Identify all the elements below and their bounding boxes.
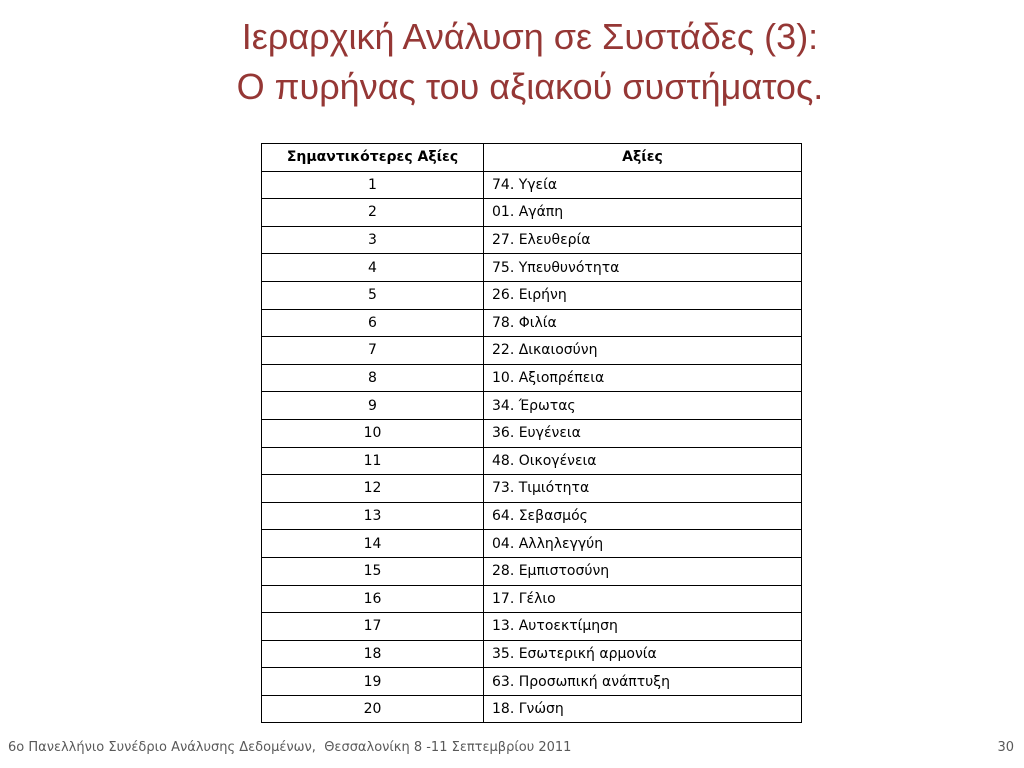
rank-cell: 7: [262, 337, 484, 365]
value-cell: 10. Αξιοπρέπεια: [484, 364, 802, 392]
value-cell: 78. Φιλία: [484, 309, 802, 337]
rank-cell: 3: [262, 226, 484, 254]
rank-cell: 1: [262, 171, 484, 199]
rank-cell: 20: [262, 695, 484, 723]
table-row: [262, 695, 802, 723]
column-header-rank: Σημαντικότερες Αξίες: [262, 144, 484, 172]
value-cell: 18. Γνώση: [484, 695, 802, 723]
rank-cell: 8: [262, 364, 484, 392]
value-cell: 73. Τιμιότητα: [484, 475, 802, 503]
value-cell: 74. Υγεία: [484, 171, 802, 199]
table-row: [262, 557, 802, 585]
value-cell: 75. Υπευθυνότητα: [484, 254, 802, 282]
rank-cell: 2: [262, 199, 484, 227]
page-number: 30: [997, 740, 1014, 755]
rank-cell: 12: [262, 475, 484, 503]
value-cell: 64. Σεβασμός: [484, 502, 802, 530]
slide-title-line-2: Ο πυρήνας του αξιακού συστήματος.: [236, 66, 824, 107]
table-row: [262, 640, 802, 668]
table-row: [262, 364, 802, 392]
value-cell: 36. Ευγένεια: [484, 419, 802, 447]
table-row: [262, 199, 802, 227]
rank-cell: 13: [262, 502, 484, 530]
table-row: [262, 226, 802, 254]
values-table: [261, 143, 802, 723]
value-cell: 48. Οικογένεια: [484, 447, 802, 475]
column-header-values: Αξίες: [484, 144, 802, 172]
value-cell: 28. Εμπιστοσύνη: [484, 557, 802, 585]
rank-cell: 15: [262, 557, 484, 585]
table-body: [262, 171, 802, 723]
value-cell: 27. Ελευθερία: [484, 226, 802, 254]
value-cell: 17. Γέλιο: [484, 585, 802, 613]
rank-cell: 4: [262, 254, 484, 282]
rank-cell: 9: [262, 392, 484, 420]
table-row: [262, 613, 802, 641]
rank-cell: 16: [262, 585, 484, 613]
rank-cell: 19: [262, 668, 484, 696]
value-cell: 34. Έρωτας: [484, 392, 802, 420]
slide-title-line-1: Ιεραρχική Ανάλυση σε Συστάδες (3):: [241, 16, 819, 57]
slide-title: [120, 12, 940, 112]
footer-text: 6ο Πανελλήνιο Συνέδριο Ανάλυσης Δεδομένων, Θεσσαλονίκη 8 -11 Σεπτεμβρίου 2011: [8, 740, 572, 755]
table-row: [262, 447, 802, 475]
rank-cell: 6: [262, 309, 484, 337]
table-row: [262, 419, 802, 447]
table-row: [262, 337, 802, 365]
table-row: [262, 502, 802, 530]
table-row: [262, 309, 802, 337]
value-cell: 22. Δικαιοσύνη: [484, 337, 802, 365]
table-row: [262, 281, 802, 309]
rank-cell: 5: [262, 281, 484, 309]
rank-cell: 11: [262, 447, 484, 475]
table-row: [262, 254, 802, 282]
table-row: [262, 668, 802, 696]
table-row: [262, 585, 802, 613]
value-cell: 35. Εσωτερική αρμονία: [484, 640, 802, 668]
value-cell: 63. Προσωπική ανάπτυξη: [484, 668, 802, 696]
rank-cell: 14: [262, 530, 484, 558]
table-row: [262, 475, 802, 503]
value-cell: 01. Αγάπη: [484, 199, 802, 227]
table-row: [262, 530, 802, 558]
table-row: [262, 171, 802, 199]
rank-cell: 10: [262, 419, 484, 447]
value-cell: 26. Ειρήνη: [484, 281, 802, 309]
rank-cell: 18: [262, 640, 484, 668]
value-cell: 13. Αυτοεκτίμηση: [484, 613, 802, 641]
value-cell: 04. Αλληλεγγύη: [484, 530, 802, 558]
table-row: [262, 392, 802, 420]
rank-cell: 17: [262, 613, 484, 641]
table-header-row: [262, 144, 802, 172]
